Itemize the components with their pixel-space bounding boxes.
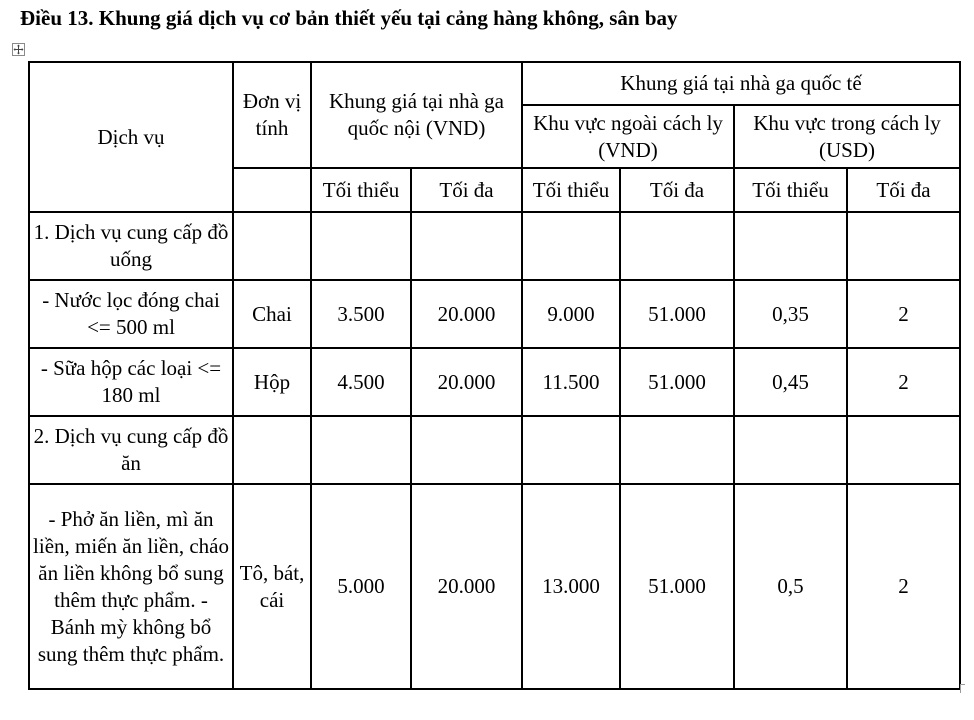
table-end-marker: [960, 684, 965, 693]
table-move-handle-icon[interactable]: [12, 43, 25, 56]
inside-min-value: 0,45: [734, 348, 847, 416]
inside-min-value: 0,35: [734, 280, 847, 348]
header-intl-inside: Khu vực trong cách ly (USD): [734, 105, 960, 168]
outside-max-value: 51.000: [620, 280, 734, 348]
header-service: Dịch vụ: [29, 62, 233, 212]
inside-max-value: 2: [847, 484, 960, 689]
inside-max-value: 2: [847, 348, 960, 416]
outside-max-value: 51.000: [620, 484, 734, 689]
inside-min-value: 0,5: [734, 484, 847, 689]
domestic-min-value: 3.500: [311, 280, 411, 348]
inside-max-value: 2: [847, 280, 960, 348]
header-domestic-min: Tối thiểu: [311, 168, 411, 212]
outside-max-value: 51.000: [620, 348, 734, 416]
outside-min-value: 11.500: [522, 348, 620, 416]
item-name: - Nước lọc đóng chai <= 500 ml: [29, 280, 233, 348]
header-unit-empty: [233, 168, 311, 212]
table-row: [29, 280, 960, 348]
item-unit: Hộp: [233, 348, 311, 416]
domestic-max-value: 20.000: [411, 484, 522, 689]
domestic-max-value: 20.000: [411, 348, 522, 416]
section-row: [29, 416, 960, 484]
article-title: Điều 13. Khung giá dịch vụ cơ bản thiết yếu tại cảng hàng không, sân bay: [20, 6, 678, 30]
table-row: [29, 484, 960, 689]
outside-min-value: 9.000: [522, 280, 620, 348]
header-intl-outside: Khu vực ngoài cách ly (VND): [522, 105, 734, 168]
section-title: 1. Dịch vụ cung cấp đồ uống: [29, 212, 233, 280]
header-inside-max: Tối đa: [847, 168, 960, 212]
item-unit: Chai: [233, 280, 311, 348]
price-table: [28, 61, 961, 690]
header-international: Khung giá tại nhà ga quốc tế: [522, 62, 960, 105]
header-outside-max: Tối đa: [620, 168, 734, 212]
outside-min-value: 13.000: [522, 484, 620, 689]
item-unit: Tô, bát, cái: [233, 484, 311, 689]
header-outside-min: Tối thiểu: [522, 168, 620, 212]
header-domestic: Khung giá tại nhà ga quốc nội (VND): [311, 62, 522, 168]
domestic-min-value: 5.000: [311, 484, 411, 689]
table-row: [29, 348, 960, 416]
header-unit: Đơn vị tính: [233, 62, 311, 168]
header-inside-min: Tối thiểu: [734, 168, 847, 212]
item-name: - Sữa hộp các loại <= 180 ml: [29, 348, 233, 416]
section-row: [29, 212, 960, 280]
item-name: - Phở ăn liền, mì ăn liền, miến ăn liền, cháo ăn liền không bổ sung thêm thực phẩm. - Bánh mỳ không bổ sung thêm thực phẩm.: [29, 484, 233, 689]
domestic-max-value: 20.000: [411, 280, 522, 348]
domestic-min-value: 4.500: [311, 348, 411, 416]
header-domestic-max: Tối đa: [411, 168, 522, 212]
section-title: 2. Dịch vụ cung cấp đồ ăn: [29, 416, 233, 484]
